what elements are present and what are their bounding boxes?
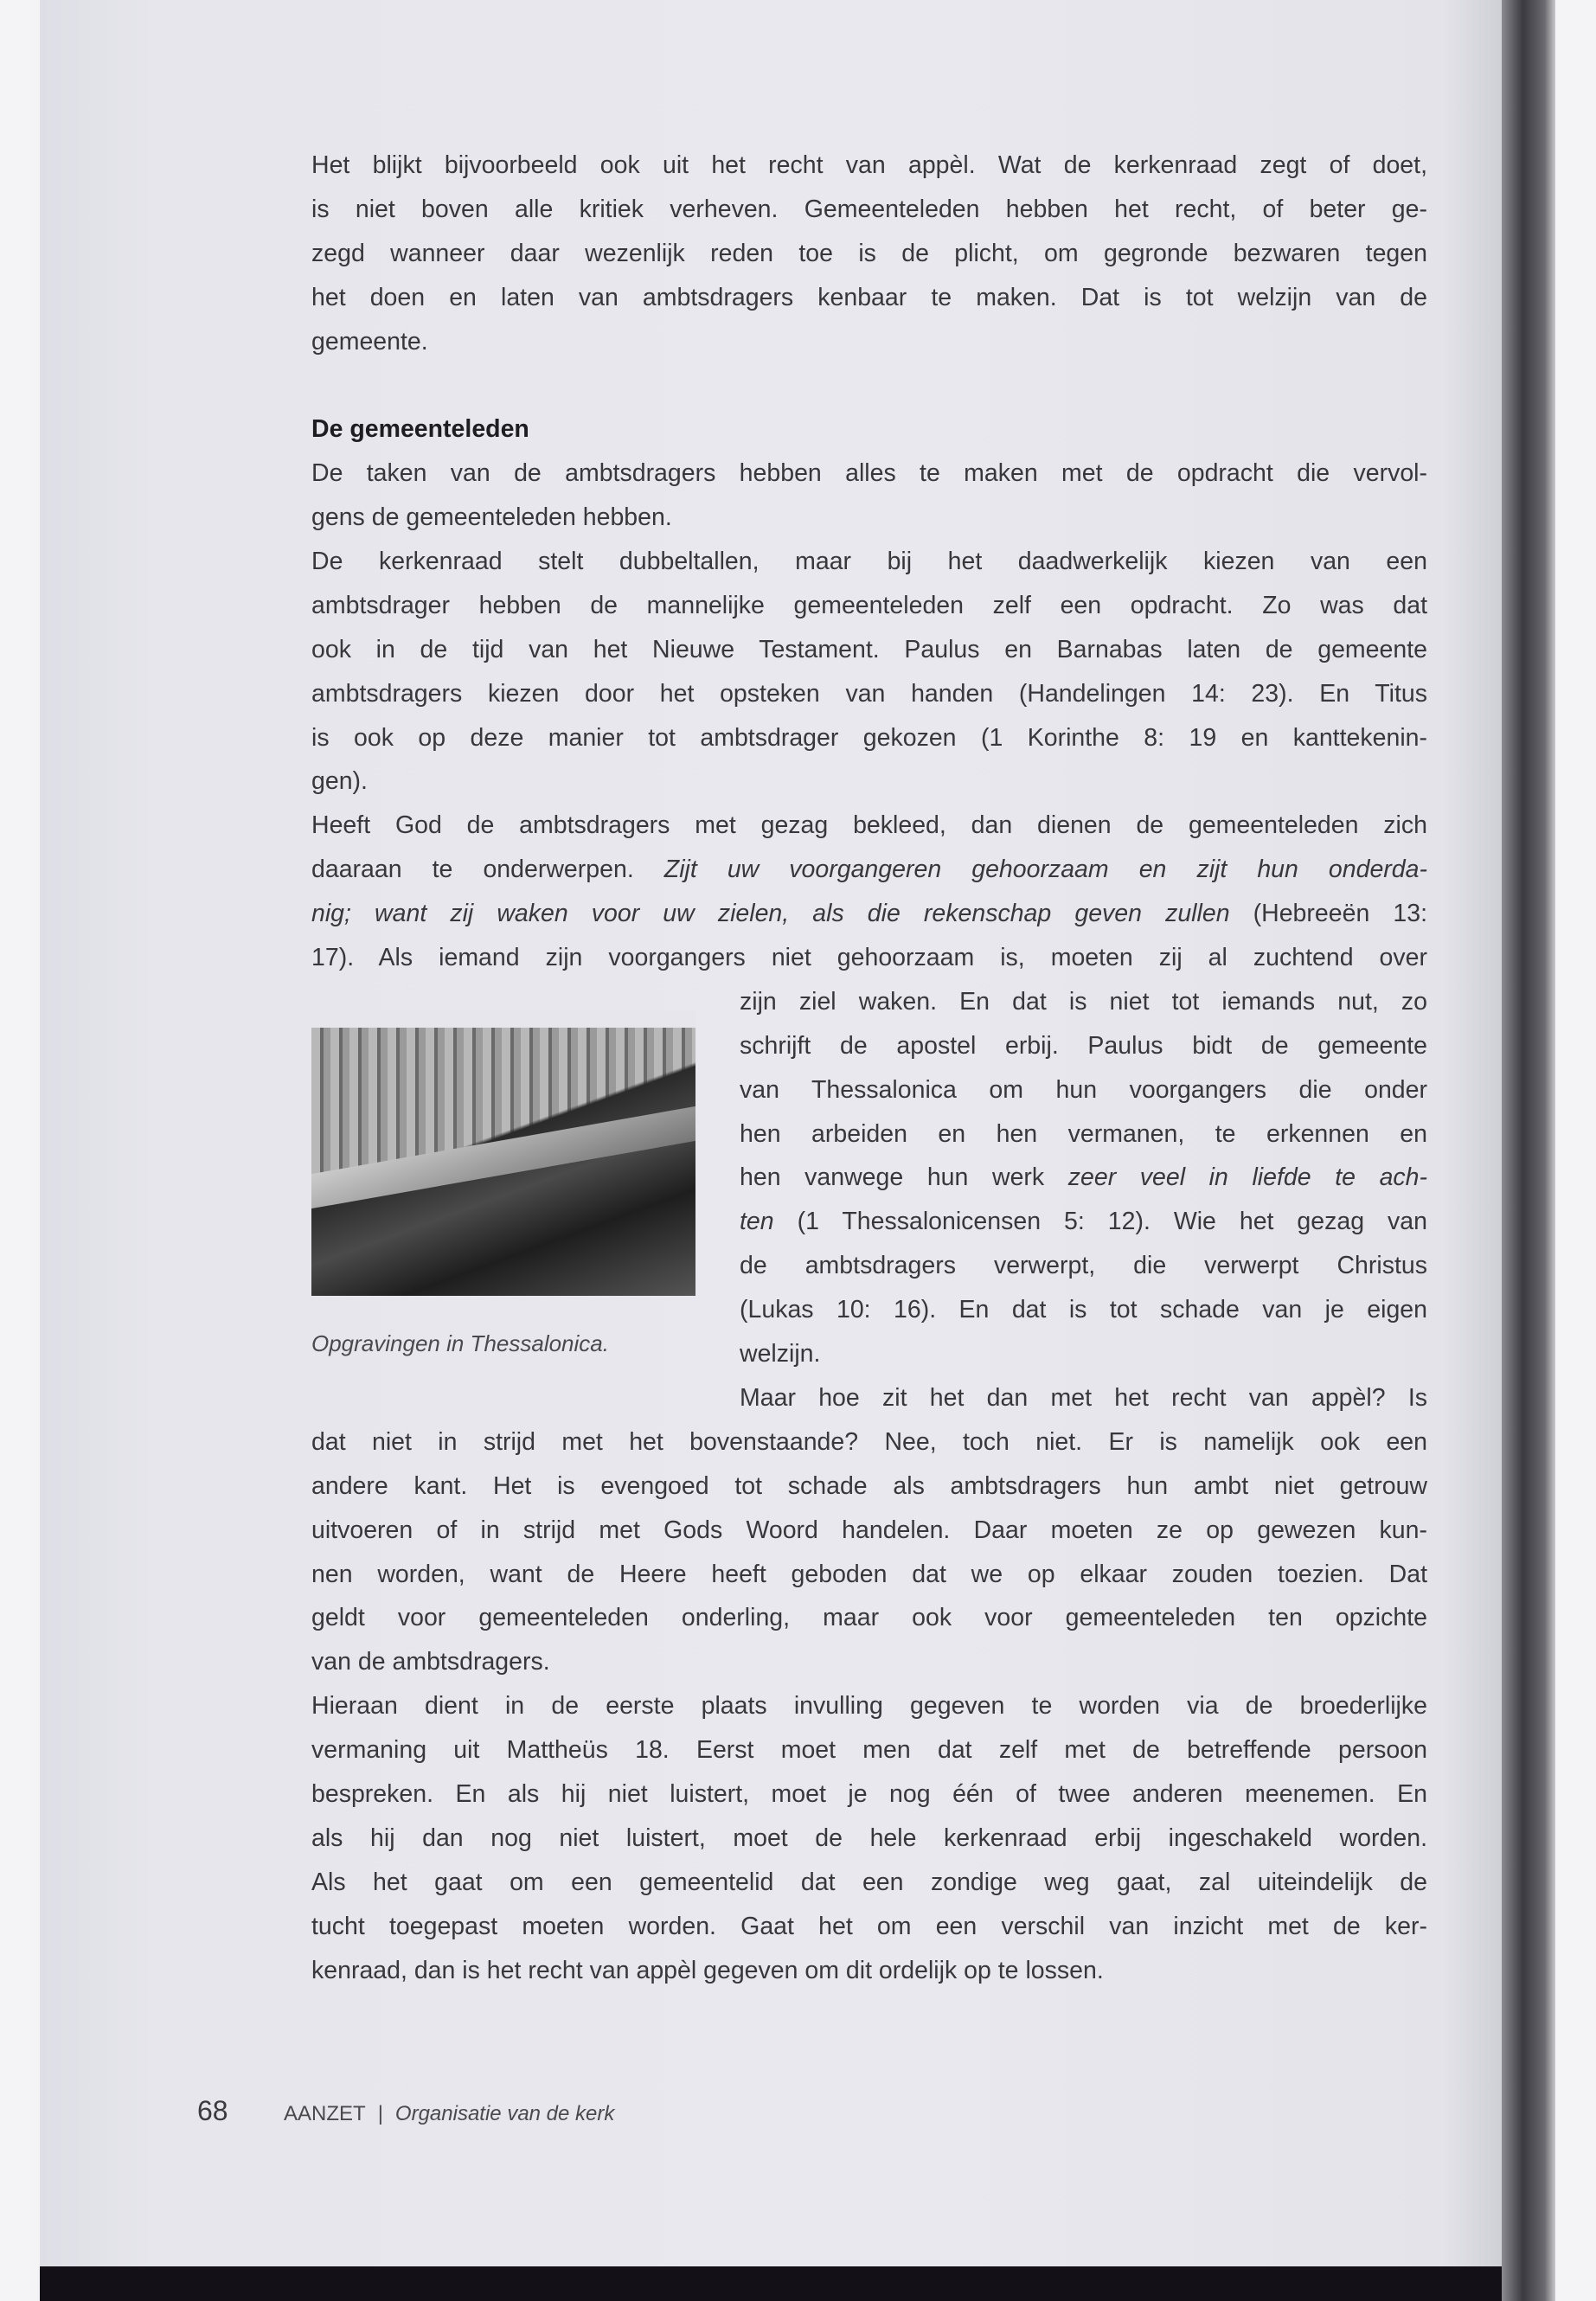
text-segment: de ambtsdragers verwerpt, die verwerpt Christus	[740, 1252, 1427, 1280]
text-line	[311, 848, 1427, 892]
text-line	[740, 1244, 1427, 1288]
text-line	[311, 804, 1427, 848]
text-segment: bespreken. En als hij niet luistert, moet je nog één of twee anderen meenemen. En	[311, 1779, 1427, 1808]
text-line	[311, 540, 1427, 584]
text-line	[740, 1332, 1427, 1376]
text-segment: Heeft God de ambtsdragers met gezag bekleed, dan dienen de gemeenteleden zich	[311, 811, 1427, 840]
text-segment: Hieraan dient in de eerste plaats invulling gegeven te worden via de broederlijke	[311, 1692, 1427, 1721]
text-line	[311, 1905, 1427, 1949]
text-line	[740, 1156, 1427, 1200]
book-title: Organisatie van de kerk	[394, 2102, 615, 2125]
series-name: AANZET	[284, 2102, 366, 2125]
text-line	[311, 496, 1427, 540]
photo-wall	[311, 1106, 695, 1208]
text-line	[311, 1684, 1427, 1728]
text-segment: van de ambtsdragers.	[311, 1648, 550, 1676]
text-segment: 17). Als iemand zijn voorgangers niet gehoorzaam is, moeten zij al zuchtend over	[311, 944, 1427, 972]
text-segment: gens de gemeenteleden hebben.	[311, 503, 672, 532]
text-segment: hen vanwege hun werk	[740, 1163, 1068, 1192]
text-line	[740, 1288, 1427, 1332]
text-line	[311, 1509, 1427, 1553]
text-line	[311, 1640, 1427, 1684]
bottom-dark-strip	[40, 2266, 1502, 2301]
text-segment: kenraad, dan is het recht van appèl gegeven om dit ordelijk op te lossen.	[311, 1956, 1104, 1984]
text-line	[311, 188, 1427, 232]
text-segment: het doen en laten van ambtsdragers kenbaar te maken. Dat is tot welzijn van de	[311, 283, 1427, 311]
italic-quote: nig; want zij waken voor uw zielen, als die rekenschap geven zullen	[311, 900, 1230, 928]
text-line	[311, 1596, 1427, 1640]
text-line	[311, 1772, 1427, 1817]
text-line	[740, 1068, 1427, 1112]
italic-quote: Zijt uw voorgangeren gehoorzaam en zijt hun onderda-	[663, 856, 1427, 884]
text-line	[740, 1112, 1427, 1157]
text-segment: De kerkenraad stelt dubbeltallen, maar bij het daadwerkelijk kiezen van een	[311, 548, 1427, 576]
text-line	[311, 144, 1427, 188]
text-line	[311, 672, 1427, 716]
text-segment: (Lukas 10: 16). En dat is tot schade van je eigen	[740, 1296, 1427, 1324]
text-segment: schrijft de apostel erbij. Paulus bidt de gemeente	[740, 1031, 1427, 1060]
text-line	[311, 760, 1427, 804]
text-line	[311, 584, 1427, 628]
text-segment: (1 Thessalonicensen 5: 12). Wie het gezag van	[773, 1208, 1427, 1236]
text-segment: Als het gaat om een gemeentelid dat een zondige weg gaat, zal uiteindelijk de	[311, 1868, 1427, 1896]
footer-separator: |	[377, 2102, 383, 2125]
text-line	[740, 1024, 1427, 1068]
text-segment: ambtsdrager hebben de mannelijke gemeenteleden zelf een opdracht. Zo was dat	[311, 591, 1427, 619]
text-line	[311, 716, 1427, 760]
text-segment: vermaning uit Mattheüs 18. Eerst moet men dat zelf met de betreffende persoon	[311, 1736, 1427, 1765]
text-line	[311, 452, 1427, 496]
book-edge	[1502, 0, 1555, 2301]
text-segment: Maar hoe zit het dan met het recht van appèl? Is	[740, 1383, 1427, 1412]
text-segment: daaraan te onderwerpen.	[311, 856, 664, 884]
text-line	[311, 1728, 1427, 1772]
text-line	[311, 320, 1427, 364]
text-segment: geldt voor gemeenteleden onderling, maar ook voor gemeenteleden ten opzichte	[311, 1604, 1427, 1632]
text-segment: Het blijkt bijvoorbeeld ook uit het recht van appèl. Wat de kerkenraad zegt of doet,	[311, 151, 1427, 179]
text-line	[311, 1861, 1427, 1905]
text-segment: is niet boven alle kritiek verheven. Gemeenteleden hebben het recht, of beter ge-	[311, 195, 1427, 223]
page-number: 68	[197, 2095, 228, 2126]
text-segment: welzijn.	[740, 1340, 821, 1368]
text-segment: zijn ziel waken. En dat is niet tot iemands nut, zo	[740, 987, 1427, 1016]
text-segment: hen arbeiden en hen vermanen, te erkennen en	[740, 1119, 1427, 1148]
text-line	[740, 1376, 1427, 1420]
section-heading	[311, 407, 1427, 452]
text-line	[311, 892, 1427, 936]
italic-quote: zeer veel in liefde te ach-	[1067, 1163, 1428, 1192]
text-segment: zegd wanneer daar wezenlijk reden toe is de plicht, om gegronde bezwaren tegen	[311, 239, 1427, 267]
text-line	[740, 980, 1427, 1024]
text-segment: De taken van de ambtsdragers hebben alles te maken met de opdracht die vervol-	[311, 459, 1427, 488]
text-segment: (Hebreeën 13:	[1229, 900, 1427, 928]
text-line	[311, 936, 1427, 980]
text-segment: ook in de tijd van het Nieuwe Testament. Paulus en Barnabas laten de gemeente	[311, 635, 1427, 663]
text-line	[311, 628, 1427, 672]
text-segment: gemeente.	[311, 327, 428, 356]
text-line	[311, 232, 1427, 276]
text-segment: De gemeenteleden	[311, 415, 529, 444]
text-segment: andere kant. Het is evengoed tot schade als ambtsdragers hun ambt niet getrouw	[311, 1471, 1427, 1500]
excavation-photo	[311, 1010, 695, 1296]
text-line	[311, 1949, 1427, 1993]
italic-quote: ten	[740, 1208, 774, 1236]
text-segment: van Thessalonica om hun voorgangers die onder	[740, 1075, 1427, 1104]
text-segment: gen).	[311, 767, 368, 796]
text-segment: is ook op deze manier tot ambtsdrager gekozen (1 Korinthe 8: 19 en kanttekenin-	[311, 723, 1427, 752]
text-segment: als hij dan nog niet luistert, moet de hele kerkenraad erbij ingeschakeld worden.	[311, 1823, 1427, 1852]
running-footer	[284, 2102, 614, 2126]
text-segment: nen worden, want de Heere heeft geboden dat we op elkaar zouden toezien. Dat	[311, 1560, 1427, 1588]
text-segment: ambtsdragers kiezen door het opsteken van handen (Handelingen 14: 23). En Titus	[311, 679, 1427, 708]
text-line	[311, 1817, 1427, 1861]
text-line	[311, 276, 1427, 320]
text-segment: tucht toegepast moeten worden. Gaat het om een verschil van inzicht met de ker-	[311, 1912, 1427, 1940]
text-line	[311, 1553, 1427, 1597]
text-line	[311, 1420, 1427, 1465]
text-line	[740, 1200, 1427, 1244]
text-line	[311, 363, 1427, 407]
text-segment: uitvoeren of in strijd met Gods Woord handelen. Daar moeten ze op gewezen kun-	[311, 1516, 1427, 1544]
photo-caption: Opgravingen in Thessalonica.	[311, 1330, 609, 1356]
text-line	[311, 1465, 1427, 1509]
text-segment: dat niet in strijd met het bovenstaande? Nee, toch niet. Er is namelijk ook een	[311, 1427, 1427, 1456]
photo-sky	[311, 1010, 695, 1028]
